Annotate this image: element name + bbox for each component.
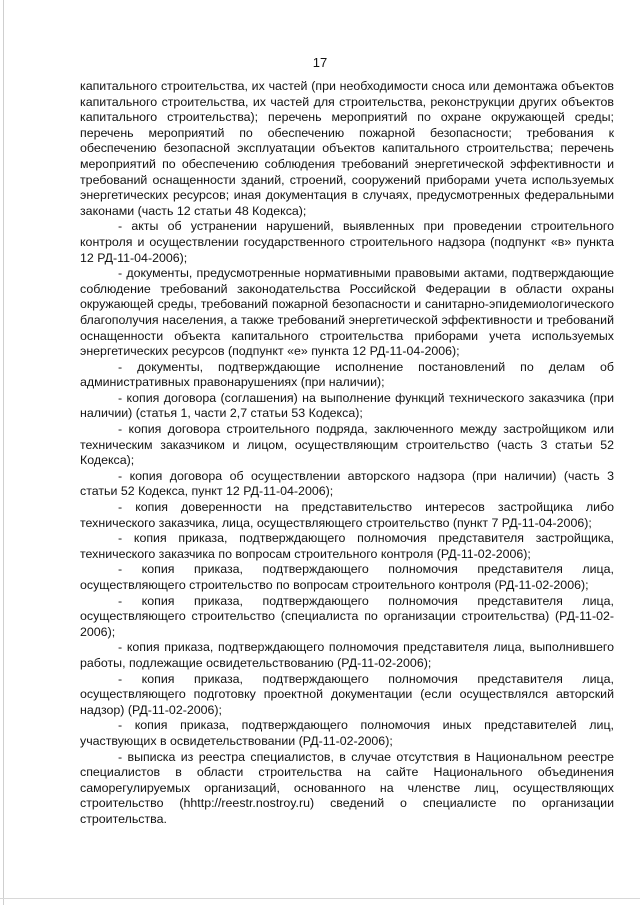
scan-bottom-edge — [0, 898, 640, 899]
list-item-paragraph: - акты об устранении нарушений, выявленных при проведении строительного контроля и осуществлении государственного строительного надзора (подпункт «в» пункта 12 РД-11-04-2006); — [80, 219, 614, 265]
list-item-paragraph: - копия приказа, подтверждающего полномочия иных представителей лиц, участвующих в освидетельствовании (РД-11-02-2006); — [80, 718, 614, 748]
list-item-paragraph: - документы, предусмотренные нормативными правовыми актами, подтверждающие соблюдение требований законодательства Российской Федерации в области охраны окружающей среды, требований пожарной безопасности и санитарно-эпидемиологического благополучия населения, а также требований энергетической эффективности и требований оснащенности объекта капитального строительства приборами учета используемых энергетических ресурсов (подпункт «е» пункта 12 РД-11-04-2006); — [80, 266, 614, 359]
document-body — [80, 79, 614, 828]
body-paragraph: капитального строительства, их частей (при необходимости сноса или демонтажа объектов капитального строительства, их частей для строительства, реконструкции других объектов капитального строительства); перечень мероприятий по охране окружающей среды; перечень мероприятий по обеспечению пожарной безопасности; требования к обеспечению безопасной эксплуатации объектов капитального строительства; перечень мероприятий по обеспечению соблюдения требований энергетической эффективности и требований оснащенности зданий, строений, сооружений приборами учета используемых энергетических ресурсов; иная документация в случаях, предусмотренных федеральными законами (часть 12 статьи 48 Кодекса); — [80, 79, 614, 218]
page-number: 17 — [312, 55, 328, 70]
list-item-paragraph: - копия договора (соглашения) на выполнение функций технического заказчика (при наличии) (статья 1, части 2,7 статьи 53 Кодекса); — [80, 390, 614, 421]
scan-left-edge — [3, 0, 4, 905]
list-item-paragraph: - документы, подтверждающие исполнение постановлений по делам об административных правонарушениях (при наличии); — [80, 359, 614, 390]
list-item-paragraph: - копия договора об осуществлении авторского надзора (при наличии) (часть 3 статьи 52 Кодекса, пункт 12 РД-11-04-2006); — [80, 468, 614, 499]
list-item-paragraph: - копия договора строительного подряда, заключенного между застройщиком или техническим заказчиком и лицом, осуществляющим строительство (часть 3 статьи 52 Кодекса); — [80, 422, 614, 468]
list-item-paragraph: - копия приказа, подтверждающего полномочия представителя лица, осуществляющего строительство по вопросам строительного контроля (РД-11-02-2006); — [80, 562, 614, 592]
list-item-paragraph: - выписка из реестра специалистов, в случае отсутствия в Национальном реестре специалистов в области строительства на сайте Национального объединения саморегулируемых организаций, основанного на членстве лиц, осуществляющих строительство (hhttp://reestr.nostroy.ru) сведений о специалисте по организации строительства. — [80, 749, 614, 826]
list-item-paragraph: - копия приказа, подтверждающего полномочия представителя лица, осуществляющего подготовку проектной документации (если осуществлялся авторский надзор) (РД-11-02-2006); — [80, 671, 614, 717]
list-item-paragraph: - копия приказа, подтверждающего полномочия представителя лица, осуществляющего строительство (специалиста по организации строительства) (РД-11-02-2006); — [80, 593, 614, 639]
list-item-paragraph: - копия приказа, подтверждающего полномочия представителя лица, выполнившего работы, подлежащие освидетельствованию (РД-11-02-2006); — [80, 640, 614, 670]
list-item-paragraph: - копия доверенности на представительство интересов застройщика либо технического заказчика, лица, осуществляющего строительство (пункт 7 РД-11-04-2006); — [80, 500, 614, 530]
list-item-paragraph: - копия приказа, подтверждающего полномочия представителя застройщика, технического заказчика по вопросам строительного контроля (РД-11-02-2006); — [80, 531, 614, 561]
